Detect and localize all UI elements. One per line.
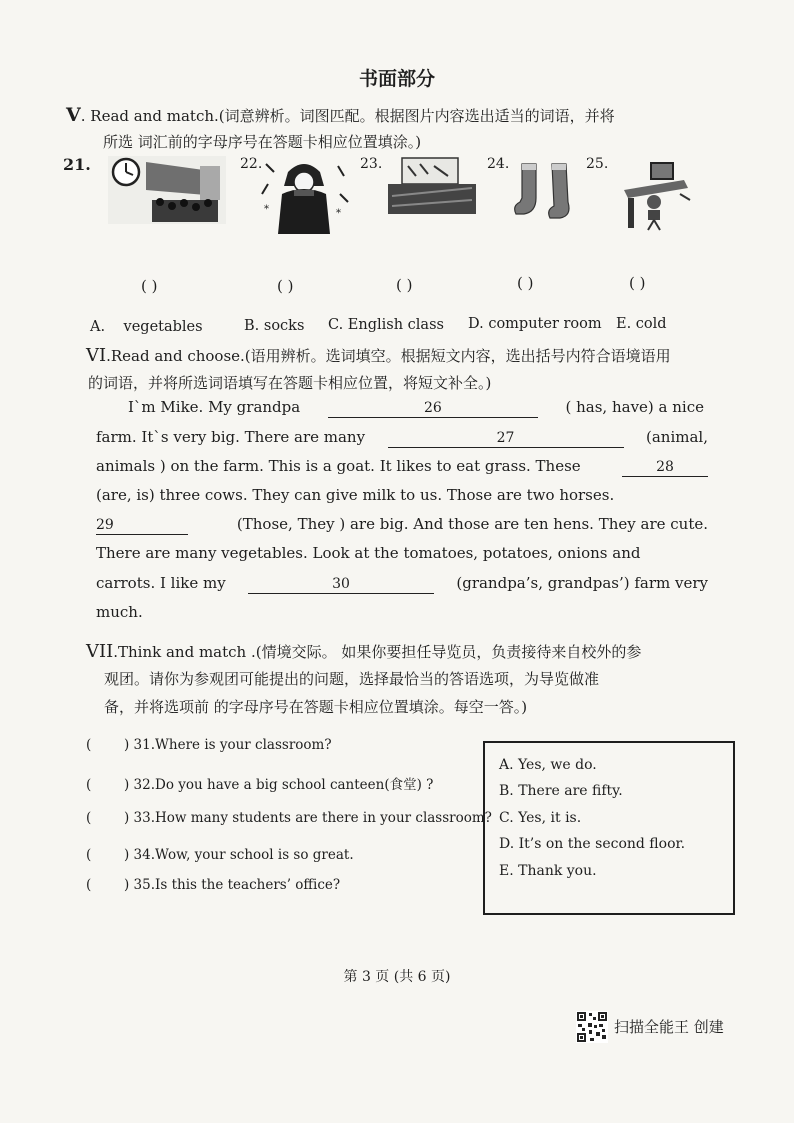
- passage-line-7: [96, 574, 708, 603]
- svg-text:*: *: [336, 208, 341, 219]
- passage-line-5: [96, 515, 708, 544]
- section-v-line1: . Read and match.(词意辨析。词图匹配。根据图片内容选出适当的词语，并将: [80, 107, 615, 125]
- answer-options-box: [483, 741, 735, 915]
- qnum-22: 22.: [240, 156, 263, 172]
- page-title: 书面部分: [358, 68, 435, 90]
- qnum-25: 25.: [586, 156, 609, 172]
- passage-text-7b: (grandpa’s, grandpas’) farm very: [456, 574, 708, 592]
- passage-text-3: animals ) on the farm. This is a goat. It likes to eat grass. These: [96, 457, 581, 475]
- option-e: E. cold: [616, 316, 667, 332]
- option-b: B. socks: [244, 318, 305, 334]
- question-35[interactable]: [86, 877, 340, 893]
- section-vii-line1: .Think and match .(情境交际。 如果你要担任导览员，负责接待来自校外的参: [113, 643, 642, 661]
- passage-text-4: (are, is) three cows. They can give milk to us. Those are two horses.: [96, 486, 615, 504]
- answer-e: E. Thank you.: [499, 863, 597, 879]
- picture-cold: [258, 154, 350, 236]
- qnum-24: 24.: [487, 156, 510, 172]
- answer-c: C. Yes, it is.: [499, 810, 582, 826]
- passage-line-3: [96, 457, 708, 486]
- passage-text-6: There are many vegetables. Look at the tomatoes, potatoes, onions and: [96, 544, 641, 562]
- answer-paren-23[interactable]: ( ): [396, 276, 413, 294]
- answer-paren-35[interactable]: (: [86, 877, 92, 893]
- answer-d: D. It’s on the second floor.: [499, 836, 686, 852]
- passage-text-5b: (Those, They ) are big. And those are ten hens. They are cute.: [236, 515, 708, 533]
- svg-text:*: *: [264, 204, 269, 215]
- answer-paren-21[interactable]: ( ): [141, 277, 158, 295]
- answer-paren-32[interactable]: (: [86, 777, 92, 793]
- question-31-text: ) 31.Where is your classroom?: [124, 737, 332, 753]
- question-32-text: ) 32.Do you have a big school canteen(食堂) ?: [124, 777, 434, 793]
- question-33-text: ) 33.How many students are there in your classroom?: [124, 810, 492, 826]
- answer-paren-24[interactable]: ( ): [517, 274, 534, 292]
- section-vi-line2: 的词语，并将所选词语填写在答题卡相应位置，将短文补全。): [88, 374, 492, 392]
- question-32[interactable]: [86, 773, 433, 793]
- option-a: A. vegetables: [90, 319, 203, 335]
- option-d: D. computer room: [468, 316, 602, 332]
- page-footer: 第 3 页 (共 6 页): [343, 969, 451, 985]
- passage-text-2b: (animal,: [646, 428, 708, 446]
- passage-text-8: much.: [96, 603, 143, 621]
- section-vi-line1: .Read and choose.(语用辨析。选词填空。根据短文内容，选出括号内符合语境语用: [106, 347, 671, 365]
- blank-28[interactable]: 28: [622, 458, 708, 477]
- section-vii-line2: 观团。请你为参观团可能提出的问题，选择最恰当的答语选项，为导览做准: [104, 670, 600, 688]
- question-34[interactable]: [86, 847, 354, 863]
- answer-b: B. There are fifty.: [499, 783, 623, 799]
- section-v-header: [66, 102, 615, 130]
- passage-text-1a: I`m Mike. My grandpa: [128, 398, 301, 416]
- passage-line-6: [96, 544, 708, 573]
- qr-code-icon: [576, 1011, 608, 1043]
- section-vii-numeral: VII: [86, 641, 114, 662]
- section-vi-header: [86, 342, 671, 370]
- passage-line-4: [96, 486, 708, 515]
- answer-paren-34[interactable]: (: [86, 847, 92, 863]
- option-c: C. English class: [328, 317, 444, 333]
- passage-line-2: [96, 428, 708, 457]
- scanner-brand: 扫描全能王 创建: [614, 1018, 724, 1036]
- question-35-text: ) 35.Is this the teachers’ office?: [124, 877, 341, 893]
- qnum-23: 23.: [360, 156, 383, 172]
- blank-30[interactable]: 30: [248, 575, 434, 594]
- picture-classroom: [108, 156, 226, 224]
- question-34-text: ) 34.Wow, your school is so great.: [124, 847, 354, 863]
- blank-27[interactable]: 27: [388, 429, 624, 448]
- section-vii-line3: 备，并将选项前 的字母序号在答题卡相应位置填涂。每空一答。): [104, 698, 528, 716]
- picture-english-class: [388, 156, 476, 216]
- picture-socks: [512, 162, 584, 220]
- passage-text-1b: ( has, have) a nice: [565, 398, 704, 416]
- passage-line-8: [96, 603, 708, 632]
- qnum-21: 21.: [63, 155, 91, 174]
- answer-paren-25[interactable]: ( ): [629, 274, 646, 292]
- passage-line-1: [128, 398, 704, 427]
- question-33[interactable]: [86, 810, 492, 826]
- question-31[interactable]: [86, 737, 332, 753]
- section-v-numeral: V: [66, 104, 81, 126]
- blank-29[interactable]: 29: [96, 516, 188, 535]
- blank-26[interactable]: 26: [328, 399, 538, 418]
- answer-paren-31[interactable]: (: [86, 737, 92, 753]
- picture-computer-room: [620, 160, 692, 232]
- answer-a: A. Yes, we do.: [499, 757, 597, 773]
- passage-text-7a: carrots. I like my: [96, 574, 226, 592]
- passage-text-2a: farm. It`s very big. There are many: [96, 428, 366, 446]
- section-vii-header: [86, 638, 641, 666]
- answer-paren-33[interactable]: (: [86, 810, 92, 826]
- section-vi-numeral: VI: [86, 345, 107, 366]
- section-v-line2: 所选 词汇前的字母序号在答题卡相应位置填涂。): [103, 133, 422, 151]
- answer-paren-22[interactable]: ( ): [277, 277, 294, 295]
